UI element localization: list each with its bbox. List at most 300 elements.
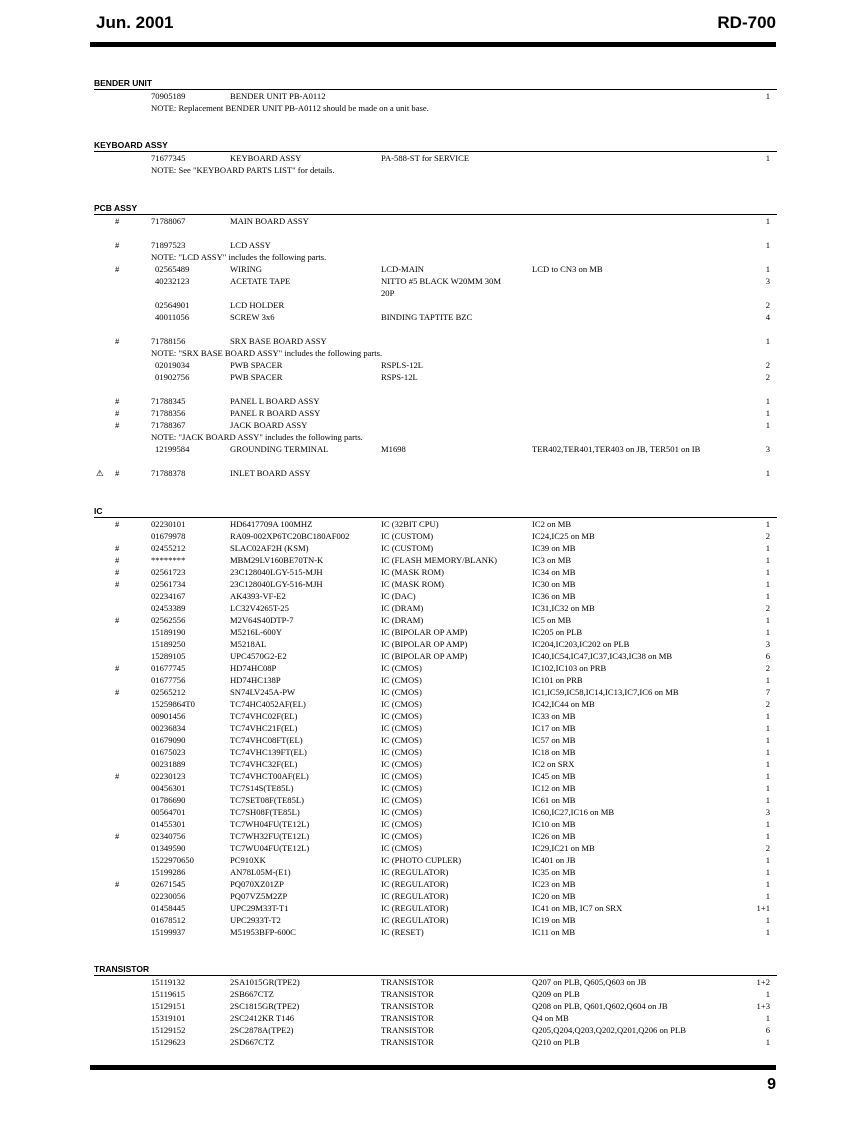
part-spec: IC (CUSTOM) [381, 543, 434, 553]
note-row [0, 164, 866, 176]
revision-mark: # [115, 240, 120, 250]
part-remark: IC5 on MB [532, 615, 572, 625]
part-spec: IC (RESET) [381, 927, 424, 937]
part-spec: 20P [381, 288, 395, 298]
part-spec: IC (CMOS) [381, 663, 422, 673]
revision-mark: # [115, 879, 120, 889]
part-row [0, 914, 866, 926]
part-remark: IC23 on MB [532, 879, 576, 889]
part-number: 71788156 [151, 336, 186, 346]
part-number: 00456301 [151, 783, 186, 793]
part-description: PANEL R BOARD ASSY [230, 408, 321, 418]
part-quantity: 1 [765, 519, 770, 529]
part-remark: IC41 on MB, IC7 on SRX [532, 903, 623, 913]
part-spec: LCD-MAIN [381, 264, 424, 274]
note-text: NOTE: "SRX BASE BOARD ASSY" includes the following parts. [151, 348, 383, 358]
part-quantity: 2 [765, 360, 770, 370]
part-description: TC7SH08F(TE85L) [230, 807, 300, 817]
part-number: 01679090 [151, 735, 186, 745]
footer-rule [90, 1065, 776, 1070]
part-row [0, 566, 866, 578]
note-row [0, 431, 866, 443]
part-row [0, 806, 866, 818]
part-remark: IC40,IC54,IC47,IC37,IC43,IC38 on MB [532, 651, 673, 661]
part-number: 15289105 [151, 651, 186, 661]
part-remark: IC401 on JB [532, 855, 576, 865]
part-description: SLAC02AF2H (KSM) [230, 543, 309, 553]
part-description: TC74VHC08FT(EL) [230, 735, 303, 745]
part-row [0, 1036, 866, 1048]
part-remark: IC205 on PLB [532, 627, 583, 637]
part-row [0, 976, 866, 988]
part-quantity: 1 [765, 759, 770, 769]
part-remark: IC24,IC25 on MB [532, 531, 595, 541]
part-remark: IC12 on MB [532, 783, 576, 793]
part-spec: PA-588-ST for SERVICE [381, 153, 470, 163]
safety-warning-icon: ⚠ [96, 468, 104, 478]
part-description: 2SB667CTZ [230, 989, 274, 999]
part-quantity: 1 [765, 675, 770, 685]
part-remark: IC1,IC59,IC58,IC14,IC13,IC7,IC6 on MB [532, 687, 679, 697]
part-row [0, 674, 866, 686]
revision-mark: # [115, 555, 120, 565]
part-number: 71788067 [151, 216, 186, 226]
part-number: 02453389 [151, 603, 186, 613]
part-quantity: 1 [765, 543, 770, 553]
part-spec: IC (CMOS) [381, 711, 422, 721]
part-row [0, 152, 866, 164]
part-description: TC74VHC139FT(EL) [230, 747, 307, 757]
part-row [0, 590, 866, 602]
part-row [0, 419, 866, 431]
part-row [0, 614, 866, 626]
part-description: TC74VHC32F(EL) [230, 759, 298, 769]
part-spec: IC (CMOS) [381, 699, 422, 709]
part-number: 15199937 [151, 927, 186, 937]
part-number: 01902756 [155, 372, 190, 382]
part-row [0, 335, 866, 347]
part-quantity: 1 [765, 396, 770, 406]
part-description: AK4393-VF-E2 [230, 591, 286, 601]
part-remark: IC57 on MB [532, 735, 576, 745]
page-number: 9 [767, 1076, 776, 1093]
part-spec: IC (REGULATOR) [381, 867, 449, 877]
part-number: 02230101 [151, 519, 186, 529]
part-quantity: 1 [765, 408, 770, 418]
part-spec: IC (BIPOLAR OP AMP) [381, 651, 468, 661]
part-number: 15199286 [151, 867, 186, 877]
part-number: 02230056 [151, 891, 186, 901]
part-remark: IC35 on MB [532, 867, 576, 877]
part-row [0, 854, 866, 866]
part-number: 00236834 [151, 723, 186, 733]
part-row [0, 443, 866, 455]
part-number: 40011056 [155, 312, 190, 322]
part-row [0, 311, 866, 323]
part-remark: IC36 on MB [532, 591, 576, 601]
part-row [0, 686, 866, 698]
part-spec: IC (BIPOLAR OP AMP) [381, 627, 468, 637]
part-remark: IC2 on MB [532, 519, 572, 529]
revision-mark: # [115, 420, 120, 430]
part-row [0, 698, 866, 710]
note-text: NOTE: Replacement BENDER UNIT PB-A0112 should be made on a unit base. [151, 103, 429, 113]
part-quantity: 1 [765, 567, 770, 577]
part-row [0, 746, 866, 758]
part-number: 71788345 [151, 396, 186, 406]
part-row [0, 818, 866, 830]
part-number: 02671545 [151, 879, 186, 889]
part-row [0, 842, 866, 854]
part-quantity: 1 [765, 264, 770, 274]
part-description: TC7SET08F(TE85L) [230, 795, 304, 805]
part-row [0, 215, 866, 227]
revision-mark: # [115, 408, 120, 418]
part-remark: Q207 on PLB, Q605,Q603 on JB [532, 977, 647, 987]
part-row [0, 758, 866, 770]
part-spec: TRANSISTOR [381, 1025, 434, 1035]
part-row [0, 275, 866, 287]
part-spec: RSPLS-12L [381, 360, 424, 370]
part-quantity: 3 [765, 807, 770, 817]
part-description: LC32V4265T-25 [230, 603, 289, 613]
part-spec: IC (CUSTOM) [381, 531, 434, 541]
part-row [0, 371, 866, 383]
part-number: 01675023 [151, 747, 186, 757]
part-quantity: 1 [765, 819, 770, 829]
part-number: 15129623 [151, 1037, 186, 1047]
part-description: GROUNDING TERMINAL [230, 444, 329, 454]
part-quantity: 1 [765, 591, 770, 601]
revision-mark: # [115, 264, 120, 274]
part-description: BENDER UNIT PB-A0112 [230, 91, 326, 101]
section-title: PCB ASSY [94, 203, 138, 213]
part-description: 2SC1815GR(TPE2) [230, 1001, 300, 1011]
part-description: ACETATE TAPE [230, 276, 291, 286]
part-row [0, 467, 866, 479]
part-description: PQ07VZ5M2ZP [230, 891, 288, 901]
part-quantity: 1 [765, 855, 770, 865]
part-number: 02561734 [151, 579, 186, 589]
part-quantity: 6 [765, 1025, 770, 1035]
part-remark: IC45 on MB [532, 771, 576, 781]
part-quantity: 3 [765, 444, 770, 454]
part-remark: IC26 on MB [532, 831, 576, 841]
part-description: SRX BASE BOARD ASSY [230, 336, 327, 346]
part-number: 01677745 [151, 663, 186, 673]
part-quantity: 1 [765, 989, 770, 999]
part-row [0, 830, 866, 842]
part-description: UPC4570G2-E2 [230, 651, 287, 661]
part-quantity: 1 [765, 927, 770, 937]
part-remark: IC204,IC203,IC202 on PLB [532, 639, 630, 649]
revision-mark: # [115, 687, 120, 697]
part-row [0, 662, 866, 674]
part-quantity: 1 [765, 336, 770, 346]
part-quantity: 1 [765, 735, 770, 745]
part-description: TC7S14S(TE85L) [230, 783, 294, 793]
part-description: TC74HC4052AF(EL) [230, 699, 306, 709]
part-spec: IC (CMOS) [381, 819, 422, 829]
part-spec: M1698 [381, 444, 406, 454]
part-number: 02019034 [155, 360, 190, 370]
part-number: 15129152 [151, 1025, 186, 1035]
part-number: ******** [151, 555, 186, 565]
part-quantity: 1 [765, 747, 770, 757]
part-number: 01458445 [151, 903, 186, 913]
part-description: TC74VHC21F(EL) [230, 723, 298, 733]
part-spec: IC (CMOS) [381, 807, 422, 817]
part-quantity: 1 [765, 771, 770, 781]
part-quantity: 2 [765, 603, 770, 613]
part-quantity: 1 [765, 783, 770, 793]
part-description: TC7WH32FU(TE12L) [230, 831, 310, 841]
section-title: KEYBOARD ASSY [94, 140, 168, 150]
part-description: TC74VHCT00AF(EL) [230, 771, 309, 781]
part-spec: IC (CMOS) [381, 795, 422, 805]
part-quantity: 1 [765, 879, 770, 889]
part-quantity: 2 [765, 663, 770, 673]
part-description: M5218AL [230, 639, 267, 649]
part-quantity: 1 [765, 1013, 770, 1023]
part-spec: IC (DRAM) [381, 615, 424, 625]
row-spacer [0, 323, 866, 335]
part-number: 02561723 [151, 567, 186, 577]
part-row [0, 902, 866, 914]
part-description: 23C128040LGY-515-MJH [230, 567, 323, 577]
part-remark: IC10 on MB [532, 819, 576, 829]
part-spec: IC (CMOS) [381, 843, 422, 853]
part-number: 71788356 [151, 408, 186, 418]
part-quantity: 1+1 [756, 903, 770, 913]
part-number: 15119615 [151, 989, 186, 999]
part-row [0, 542, 866, 554]
part-quantity: 1 [765, 867, 770, 877]
part-description: 2SC2878A(TPE2) [230, 1025, 294, 1035]
part-number: 02564901 [155, 300, 190, 310]
part-remark: IC2 on SRX [532, 759, 575, 769]
part-quantity: 1 [765, 216, 770, 226]
revision-mark: # [115, 579, 120, 589]
part-spec: IC (CMOS) [381, 771, 422, 781]
part-remark: Q205,Q204,Q203,Q202,Q201,Q206 on PLB [532, 1025, 686, 1035]
part-description: TC74VHC02F(EL) [230, 711, 298, 721]
part-description: SCREW 3x6 [230, 312, 275, 322]
part-row [0, 287, 866, 299]
part-spec: IC (CMOS) [381, 759, 422, 769]
part-number: 00901456 [151, 711, 186, 721]
part-description: MAIN BOARD ASSY [230, 216, 309, 226]
part-description: JACK BOARD ASSY [230, 420, 308, 430]
part-quantity: 1+3 [756, 1001, 770, 1011]
part-remark: IC19 on MB [532, 915, 576, 925]
part-row [0, 650, 866, 662]
part-remark: IC3 on MB [532, 555, 572, 565]
part-number: 15189190 [151, 627, 186, 637]
part-row [0, 782, 866, 794]
part-description: 2SC2412KR T146 [230, 1013, 295, 1023]
part-description: SN74LV245A-PW [230, 687, 296, 697]
part-row [0, 878, 866, 890]
part-row [0, 770, 866, 782]
part-number: 02455212 [151, 543, 186, 553]
part-description: PQ070XZ01ZP [230, 879, 284, 889]
part-number: 02234167 [151, 591, 186, 601]
part-description: PWB SPACER [230, 360, 283, 370]
part-quantity: 4 [765, 312, 770, 322]
part-description: HD74HC138P [230, 675, 281, 685]
part-number: 02340756 [151, 831, 186, 841]
part-remark: IC34 on MB [532, 567, 576, 577]
part-remark: TER402,TER401,TER403 on JB, TER501 on IB [532, 444, 701, 454]
part-row [0, 578, 866, 590]
part-description: MBM29LV160BE70TN-K [230, 555, 324, 565]
part-description: LCD HOLDER [230, 300, 285, 310]
part-remark: LCD to CN3 on MB [532, 264, 603, 274]
part-quantity: 1 [765, 627, 770, 637]
part-number: 02565489 [155, 264, 190, 274]
part-description: 2SD667CTZ [230, 1037, 275, 1047]
part-spec: IC (REGULATOR) [381, 915, 449, 925]
revision-mark: # [115, 468, 120, 478]
part-description: RA09-002XP6TC20BC180AF002 [230, 531, 350, 541]
part-remark: IC33 on MB [532, 711, 576, 721]
part-spec: IC (CMOS) [381, 723, 422, 733]
part-number: 1522970650 [151, 855, 194, 865]
revision-mark: # [115, 336, 120, 346]
part-quantity: 1 [765, 795, 770, 805]
part-description: KEYBOARD ASSY [230, 153, 302, 163]
part-row [0, 359, 866, 371]
part-row [0, 734, 866, 746]
part-description: UPC29M33T-T1 [230, 903, 289, 913]
part-quantity: 1 [765, 915, 770, 925]
part-quantity: 1+2 [756, 977, 770, 987]
part-description: LCD ASSY [230, 240, 271, 250]
part-row [0, 602, 866, 614]
header-model: RD-700 [717, 13, 776, 32]
part-number: 12199584 [155, 444, 190, 454]
section-title: TRANSISTOR [94, 964, 150, 974]
note-text: NOTE: See "KEYBOARD PARTS LIST" for details. [151, 165, 335, 175]
part-spec: IC (CMOS) [381, 747, 422, 757]
note-text: NOTE: "LCD ASSY" includes the following parts. [151, 252, 327, 262]
part-spec: IC (CMOS) [381, 735, 422, 745]
part-number: 15129151 [151, 1001, 186, 1011]
part-spec: IC (MASK ROM) [381, 567, 445, 577]
part-spec: IC (DRAM) [381, 603, 424, 613]
part-description: TC7WH04FU(TE12L) [230, 819, 310, 829]
part-quantity: 1 [765, 579, 770, 589]
revision-mark: # [115, 543, 120, 553]
section-title: BENDER UNIT [94, 78, 153, 88]
part-number: 01677756 [151, 675, 186, 685]
part-quantity: 1 [765, 420, 770, 430]
part-row [0, 518, 866, 530]
part-row [0, 866, 866, 878]
part-spec: IC (CMOS) [381, 783, 422, 793]
part-remark: IC101 on PRB [532, 675, 583, 685]
part-spec: IC (DAC) [381, 591, 416, 601]
part-description: HD6417709A 100MHZ [230, 519, 313, 529]
part-row [0, 1012, 866, 1024]
part-number: 71788367 [151, 420, 186, 430]
revision-mark: # [115, 663, 120, 673]
part-description: PWB SPACER [230, 372, 283, 382]
part-quantity: 2 [765, 699, 770, 709]
revision-mark: # [115, 216, 120, 226]
part-number: 01679978 [151, 531, 186, 541]
part-quantity: 1 [765, 831, 770, 841]
part-quantity: 1 [765, 555, 770, 565]
part-remark: IC102,IC103 on PRB [532, 663, 607, 673]
part-spec: IC (BIPOLAR OP AMP) [381, 639, 468, 649]
part-description: WIRING [230, 264, 262, 274]
part-row [0, 1000, 866, 1012]
part-number: 70905189 [151, 91, 186, 101]
part-quantity: 1 [765, 468, 770, 478]
part-description: AN78L05M-(E1) [230, 867, 291, 877]
note-row [0, 102, 866, 114]
revision-mark: # [115, 771, 120, 781]
part-remark: IC17 on MB [532, 723, 576, 733]
part-quantity: 1 [765, 91, 770, 101]
part-remark: IC20 on MB [532, 891, 576, 901]
part-row [0, 988, 866, 1000]
section-title: IC [94, 506, 103, 516]
part-number: 01455301 [151, 819, 186, 829]
part-description: PANEL L BOARD ASSY [230, 396, 320, 406]
part-spec: IC (REGULATOR) [381, 879, 449, 889]
part-spec: IC (MASK ROM) [381, 579, 445, 589]
part-number: 15259864T0 [151, 699, 195, 709]
revision-mark: # [115, 396, 120, 406]
part-number: 02562556 [151, 615, 186, 625]
part-quantity: 2 [765, 372, 770, 382]
note-row [0, 251, 866, 263]
part-number: 71788378 [151, 468, 186, 478]
part-spec: IC (REGULATOR) [381, 903, 449, 913]
part-number: 40232123 [155, 276, 190, 286]
part-number: 71677345 [151, 153, 186, 163]
revision-mark: # [115, 615, 120, 625]
part-description: M2V64S40DTP-7 [230, 615, 294, 625]
part-remark: Q210 on PLB [532, 1037, 580, 1047]
part-spec: IC (CMOS) [381, 687, 422, 697]
part-description: HD74HC08P [230, 663, 277, 673]
part-spec: NITTO #5 BLACK W20MM 30M [381, 276, 501, 286]
part-quantity: 1 [765, 891, 770, 901]
part-quantity: 2 [765, 300, 770, 310]
part-remark: IC42,IC44 on MB [532, 699, 595, 709]
part-row [0, 722, 866, 734]
part-description: 23C128040LGY-516-MJH [230, 579, 323, 589]
part-remark: Q209 on PLB [532, 989, 580, 999]
part-remark: Q4 on MB [532, 1013, 569, 1023]
part-description: TC7WU04FU(TE12L) [230, 843, 310, 853]
note-row [0, 347, 866, 359]
header-date: Jun. 2001 [96, 13, 174, 32]
part-quantity: 3 [765, 276, 770, 286]
part-quantity: 1 [765, 615, 770, 625]
part-spec: TRANSISTOR [381, 1013, 434, 1023]
part-quantity: 1 [765, 711, 770, 721]
note-text: NOTE: "JACK BOARD ASSY" includes the following parts. [151, 432, 363, 442]
part-number: 00564701 [151, 807, 186, 817]
part-remark: IC29,IC21 on MB [532, 843, 595, 853]
part-remark: IC61 on MB [532, 795, 576, 805]
part-spec: TRANSISTOR [381, 977, 434, 987]
